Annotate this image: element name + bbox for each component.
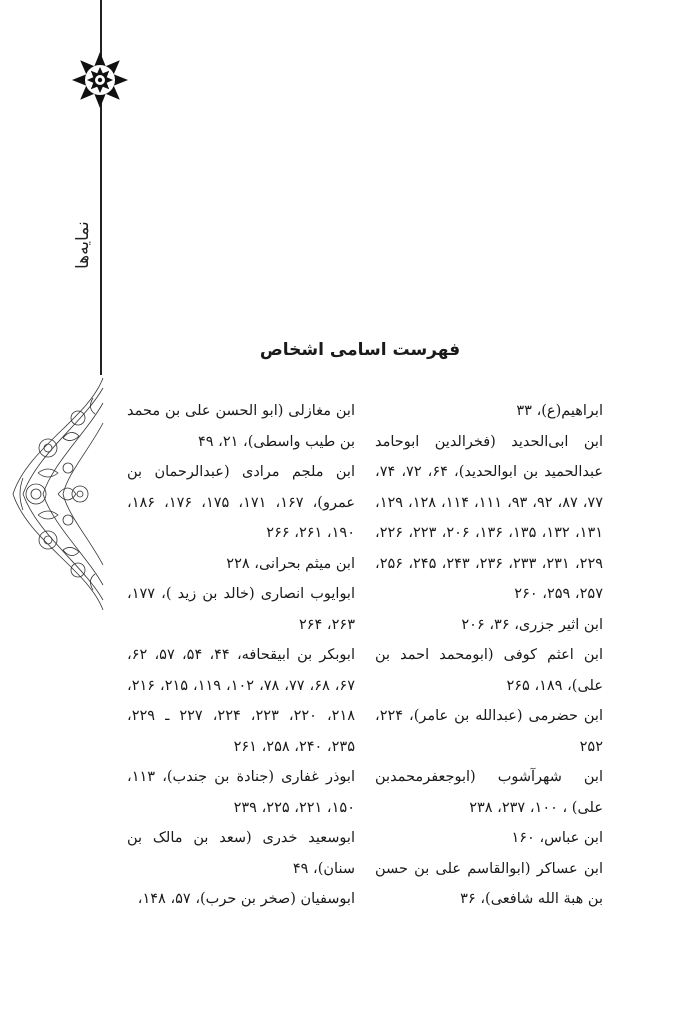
index-column-left: [127, 396, 355, 915]
index-entry: ابن شهرآشوب (ابوجعفرمحمدبن علی) ، ۱۰۰، ۲۳۷، ۲۳۸: [375, 769, 603, 816]
index-entry: ابن اثیر جزری، ۳۶، ۲۰۶: [461, 616, 603, 633]
index-column-right: [375, 396, 603, 915]
index-entry: ابن مغازلی (ابو الحسن علی بن محمد بن طیب واسطی)، ۲۱، ۴۹: [127, 403, 355, 450]
index-entry: ابوسعید خدری (سعد بن مالک بن سنان)، ۴۹: [127, 830, 355, 877]
index-entry: ابوبکر بن ابیقحافه، ۴۴، ۵۴، ۵۷، ۶۲، ۶۷، ۶۸، ۷۷، ۷۸، ۱۰۲، ۱۱۹، ۲۱۵، ۲۱۶، ۲۱۸، ۲۲۰، ۲۲۳، ۲۲۴، ۲۲۷ ـ ۲۲۹، ۲۳۵، ۲۴۰، ۲۵۸، ۲۶۱: [127, 647, 356, 755]
index-entry: ابوسفیان (صخر بن حرب)، ۵۷، ۱۴۸،: [137, 891, 355, 907]
running-head: نمایه‌ها: [73, 221, 93, 269]
index-entry: ابراهیم(ع)، ۳۳: [516, 403, 603, 419]
index-entry: ابوذر غفاری (جنادة بن جندب)، ۱۱۳، ۱۵۰، ۲۲۱، ۲۲۵، ۲۳۹: [127, 769, 355, 816]
floral-arabesque-ornament-icon: [8, 378, 108, 610]
index-entry: ابن حضرمی (عبدالله بن عامر)، ۲۲۴، ۲۵۲: [375, 708, 603, 755]
index-entry: ابن ابی‌الحدید (فخرالدین ابوحامد عبدالحمید بن ابوالحدید)، ۶۴، ۷۲، ۷۴، ۷۷، ۸۷، ۹۲، ۹۳، ۱۱۱، ۱۱۴، ۱۲۸، ۱۲۹، ۱۳۱، ۱۳۲، ۱۳۵، ۱۳۶، ۲۰۶، ۲۲۳، ۲۲۶، ۲۲۹، ۲۳۱، ۲۳۳، ۲۳۶، ۲۴۳، ۲۴۵، ۲۵۶، ۲۵۷، ۲۵۹، ۲۶۰: [375, 433, 604, 602]
eight-point-star-rosette-icon: [70, 50, 130, 110]
section-title: فهرست اسامی اشخاص: [259, 340, 461, 360]
index-entry: ابن ملجم مرادی (عبدالرحمان بن عمرو)، ۱۶۷، ۱۷۱، ۱۷۵، ۱۷۶، ۱۸۶، ۱۹۰، ۲۶۱، ۲۶۶: [127, 464, 355, 541]
index-entry: ابن عساکر (ابوالقاسم علی بن حسن بن هبة الله شافعی)، ۳۶: [375, 860, 603, 907]
index-entry: ابن عباس، ۱۶۰: [511, 830, 603, 846]
index-entry: ابن میثم بحرانی، ۲۲۸: [226, 555, 355, 572]
index-entry: ابن اعثم کوفی (ابومحمد احمد بن علی)، ۱۸۹، ۲۶۵: [375, 647, 603, 694]
index-entry: ابوایوب انصاری (خالد بن زید )، ۱۷۷، ۲۶۳، ۲۶۴: [127, 586, 355, 633]
